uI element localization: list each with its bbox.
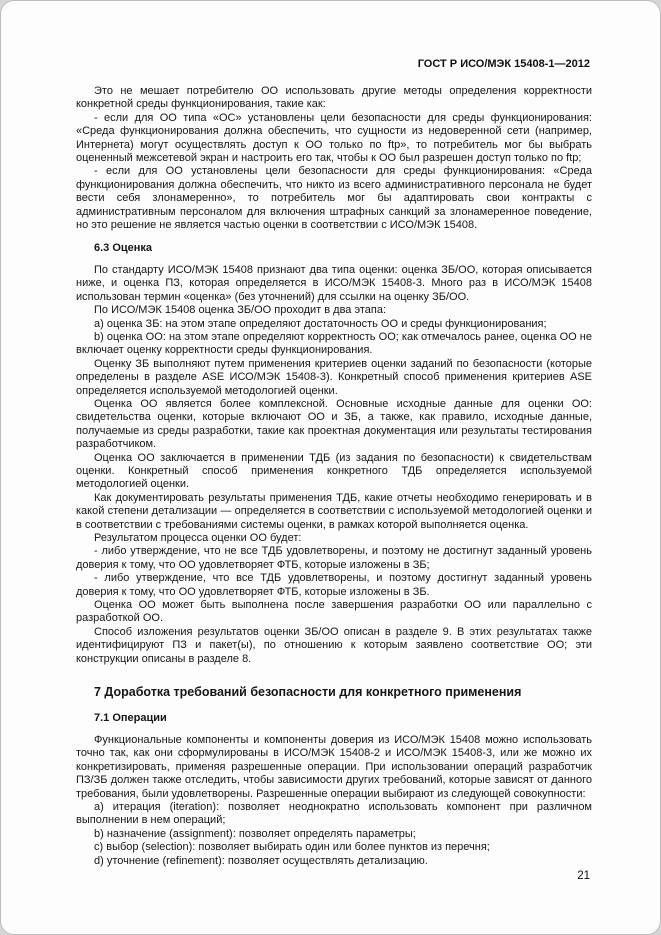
- list-item-letter: b) назначение (assignment): позволяет определять параметры;: [94, 827, 416, 840]
- list-item-letter: b) оценка ОО: на этом этапе определяют корректность ОО; как отмечалось ранее, оценка ОО не включает оценку корректности среды функционирования.: [76, 330, 592, 357]
- document-content: [76, 85, 592, 868]
- list-item-dash: - если для ОО установлены цели безопасности для среды функционирования: «Среда функционирования должна обеспечить, что никто из всего административного персонала не будет вести себя злонамеренно», то потребитель мог бы адаптировать свои контракты с административным персоналом для включения штрафных санкций за злонамеренное поведение, но это решение не является частью оценки в соответствии с ИСО/МЭК 15408.: [76, 165, 592, 232]
- paragraph: Функциональные компоненты и компоненты доверия из ИСО/МЭК 15408 можно использовать точно так, как они сформулированы в ИСО/МЭК 15408-2 и ИСО/МЭК 15408-3, или же можно их конкретизировать, применяя разрешенные операции. При использовании операций разработчик ПЗ/ЗБ должен также отследить, чтобы зависимости других требований, которые зависят от данного требования, были удовлетворены. Разрешенные операции выбирают из следующей совокупности:: [76, 733, 592, 800]
- list-item-letter: а) оценка ЗБ: на этом этапе определяют достаточность ОО и среды функционирования;: [94, 317, 547, 330]
- paragraph: Оценка ОО может быть выполнена после завершения разработки ОО или параллельно с разработкой ОО.: [76, 599, 592, 625]
- paragraph: Это не мешает потребителю ОО использовать другие методы определения корректности конкретной среды функционирования, такие как:: [76, 85, 592, 111]
- list-item-dash: - либо утверждение, что не все ТДБ удовлетворены, и поэтому не достигнут заданный уровень доверия к тому, что ОО удовлетворяет ФТБ, которые изложены в ЗБ;: [76, 545, 592, 571]
- list-item-letter: d) уточнение (refinement): позволяет осуществлять детализацию.: [94, 854, 428, 867]
- document-header: ГОСТ Р ИСО/МЭК 15408-1—2012: [417, 58, 590, 70]
- list-item-dash: - либо утверждение, что все ТДБ удовлетворены, и поэтому достигнут заданный уровень доверия к тому, что ОО удовлетворяет ФТБ, которые изложены в ЗБ.: [76, 572, 592, 598]
- paragraph: Как документировать результаты применения ТДБ, какие отчеты необходимо генерировать и в какой степени детализации — определяется в соответствии с используемой методологией оценки и в соответствии с требованиями системы оценки, в рамках которой выполняется оценка.: [76, 491, 592, 531]
- section-heading-7-1: 7.1 Операции: [94, 712, 167, 725]
- list-item-letter: c) выбор (selection): позволяет выбирать один или более пунктов из перечня;: [94, 841, 490, 854]
- paragraph: Оценка ОО является более комплексной. Основные исходные данные для оценки ОО: свидетельства оценки, которые включают ОО и ЗБ, а также, как правило, исходные данные, получаемые из среды разработки, такие как проектная документация или результаты тестирования разработчиком.: [76, 397, 592, 451]
- paragraph: Способ изложения результатов оценки ЗБ/ОО описан в разделе 9. В этих результатах также идентифицируют ПЗ и пакет(ы), по отношению к которым заявлено соответствие ОО; эти конструкции описаны в разделе 8.: [76, 625, 592, 665]
- list-item-letter: а) итерация (iteration): позволяет неоднократно использовать компонент при различном выполнении в нем операций;: [76, 800, 592, 827]
- paragraph: Оценку ЗБ выполняют путем применения критериев оценки заданий по безопасности (которые определены в разделе ASE ИСО/МЭК 15408-3). Конкретный способ применения критериев ASE определяется используемой методологией оценки.: [76, 357, 592, 397]
- list-item-dash: - если для ОО типа «ОС» установлены цели безопасности для среды функционирования: «Среда функционирования должна обеспечить, что сущности из недоверенной сети (например, Интернета) могут осуществлять доступ к ОО только по ftp», то потребитель мог бы выбрать оцененный межсетевой экран и настроить его так, чтобы к ОО был разрешен доступ только по ftp;: [76, 111, 592, 165]
- page-number: 21: [577, 870, 590, 882]
- paragraph: Оценка ОО заключается в применении ТДБ (из задания по безопасности) к свидетельствам оценки. Конкретный способ применения конкретного ТДБ определяется используемой методологией оценки.: [76, 451, 592, 491]
- section-heading-6-3: 6.3 Оценка: [94, 242, 153, 255]
- paragraph: Результатом процесса оценки ОО будет:: [94, 532, 302, 544]
- section-heading-7: 7 Доработка требований безопасности для конкретного применения: [94, 685, 522, 700]
- paragraph: По стандарту ИСО/МЭК 15408 признают два типа оценки: оценка ЗБ/ОО, которая описывается ниже, и оценка ПЗ, которая определяется в ИСО/МЭК 15408-3. Много раз в ИСО/МЭК 15408 использован термин «оценка» (без уточнений) для ссылки на оценку ЗБ/ОО.: [76, 263, 592, 303]
- paragraph: По ИСО/МЭК 15408 оценка ЗБ/ОО проходит в два этапа:: [94, 304, 387, 317]
